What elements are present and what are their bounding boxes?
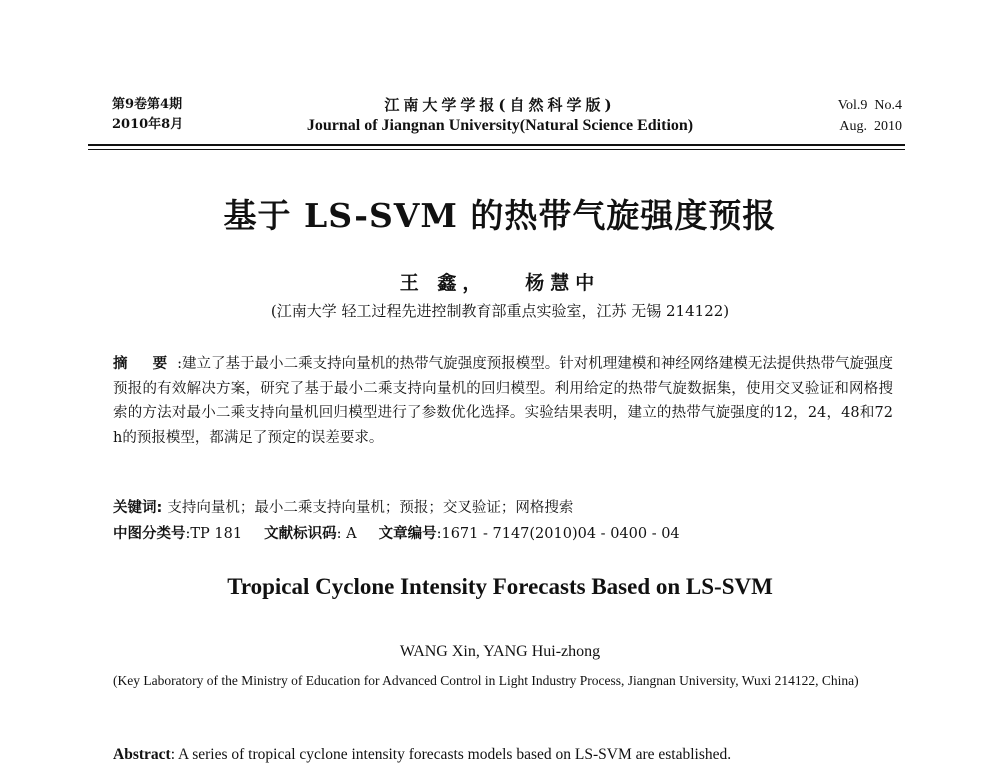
- paper-title-en: Tropical Cyclone Intensity Forecasts Based on LS-SVM: [227, 574, 773, 599]
- header-rule-thin: [88, 149, 905, 150]
- journal-name: [260, 95, 740, 137]
- doc-code-value: A: [346, 526, 357, 542]
- article-no-value: 1671 - 7147(2010)04 - 0400 - 04: [441, 526, 680, 542]
- date-en: Aug. 2010: [839, 119, 902, 134]
- volume-en: Vol.9 No.4: [837, 98, 902, 113]
- issue-info-en: [838, 95, 902, 137]
- abstract-text-en: A series of tropical cyclone intensity forecasts models based on LS-SVM are established.: [178, 746, 732, 763]
- keywords-text-cn: 支持向量机；最小二乘支持向量机；预报；交叉验证；网格搜索: [167, 500, 574, 516]
- affiliation-cn: (江南大学 轻工过程先进控制教育部重点实验室，江苏 无锡 214122): [270, 302, 730, 320]
- clc-value: TP 181: [190, 526, 243, 542]
- keywords-label-cn: 关键词: [113, 500, 157, 516]
- issue-info-cn: [112, 95, 183, 135]
- abstract-en: Abstract: A series of tropical cyclone intensity forecasts models based on LS-SVM are established.: [113, 746, 732, 763]
- abstract-text-cn: 建立了基于最小二乘支持向量机的热带气旋强度预报模型。针对机理建模和神经网络建模无法提供热带气旋强度预报的有效解决方案，研究了基于最小二乘支持向量机的回归模型。利用给定的热带气旋数据集，使用交叉验证和网格搜索的方法对最小二乘支持向量机回归模型进行了参数优化选择。实验结果表明，建立的热带气旋强度的12，24，48和72 h的预报模型，都满足了预定的误差要求。: [113, 356, 893, 446]
- authors-cn: 王 鑫， 杨慧中: [399, 272, 601, 294]
- abstract-label-en: Abstract: [113, 746, 171, 763]
- journal-name-cn: 江南大学学报(自然科学版): [384, 96, 616, 114]
- header-rule-thick: [88, 144, 905, 146]
- article-no-label: 文章编号: [378, 526, 437, 542]
- abstract-cn: 摘 要:建立了基于最小二乘支持向量机的热带气旋强度预报模型。针对机理建模和神经网络建模无法提供热带气旋强度预报的有效解决方案，研究了基于最小二乘支持向量机的回归模型。利用给定的热带气旋数据集，使用交叉验证和网格搜索的方法对最小二乘支持向量机回归模型进行了参数优化选择。实验结果表明，建立的热带气旋强度的12，24，48和72 h的预报模型，都满足了预定的误差要求。: [113, 356, 893, 446]
- issue-number-cn: 第9卷第4期: [112, 97, 183, 112]
- keywords-cn: 关键词: 支持向量机；最小二乘支持向量机；预报；交叉验证；网格搜索: [113, 500, 574, 516]
- authors-en: WANG Xin, YANG Hui-zhong: [399, 643, 601, 660]
- issue-date-cn: 2010年8月: [112, 117, 184, 132]
- abstract-label-cn: 摘 要: [113, 356, 178, 372]
- clc-label: 中图分类号: [113, 526, 186, 542]
- affiliation-en: (Key Laboratory of the Ministry of Education for Advanced Control in Light Industry Process, Jiangnan University, Wuxi 214122, China): [113, 673, 859, 688]
- journal-name-en: Journal of Jiangnan University(Natural Science Edition): [306, 117, 694, 134]
- doc-code-label: 文献标识码: [264, 526, 337, 542]
- classification-line: 中图分类号:TP 181 文献标识码: A 文章编号:1671 - 7147(2010)04 - 0400 - 04: [113, 526, 680, 542]
- paper-title-cn: 基于 LS-SVM 的热带气旋强度预报: [223, 196, 777, 235]
